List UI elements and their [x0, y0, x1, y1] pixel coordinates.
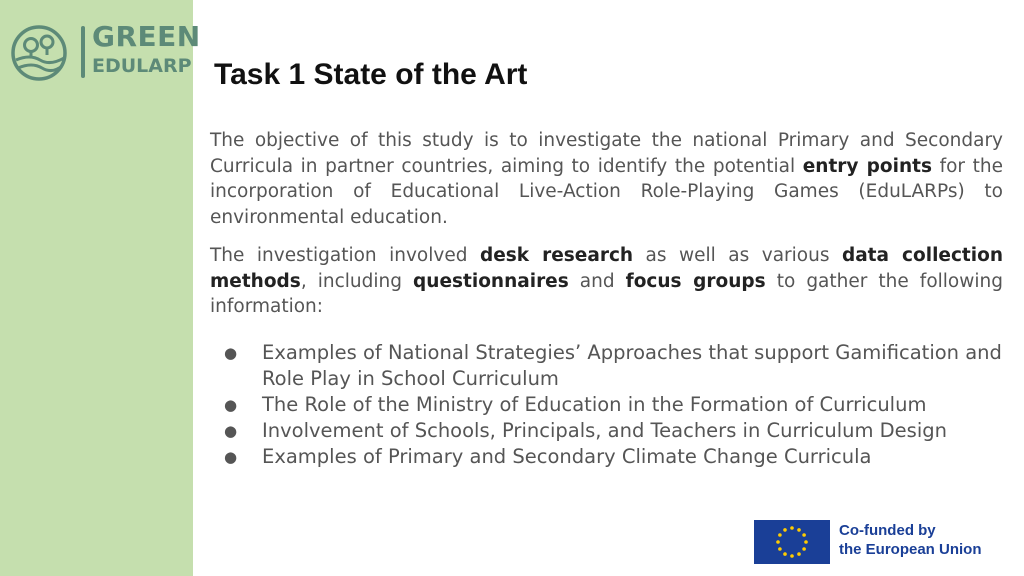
investigation-text-5: to gather the following information:: [210, 270, 1003, 317]
objective-paragraph: [210, 128, 1003, 230]
logo-emblem-icon: [10, 24, 68, 82]
bullet-icon: ●: [224, 447, 238, 466]
bullet-icon: ●: [224, 395, 238, 414]
logo-text-edularp: EDULARP: [92, 55, 192, 77]
questionnaires-emphasis: questionnaires: [413, 270, 569, 292]
eu-flag-icon: [754, 520, 830, 564]
green-edularp-logo: [10, 20, 201, 84]
sidebar-panel: [0, 0, 201, 576]
list-item-text: Examples of National Strategies’ Approaches that support Gamification and Role Play in School Curriculum: [262, 340, 1002, 390]
bullet-icon: ●: [224, 343, 238, 362]
list-item: [210, 340, 1003, 392]
entry-points-emphasis: entry points: [802, 155, 932, 177]
investigation-text-2: as well as various: [633, 245, 842, 266]
data-collection-emphasis: data collection methods: [210, 245, 1003, 292]
list-item-text: Involvement of Schools, Principals, and Teachers in Curriculum Design: [262, 418, 947, 442]
information-list: [210, 340, 1003, 470]
investigation-text-4: and: [568, 270, 626, 292]
list-item-text: The Role of the Ministry of Education in the Formation of Curriculum: [262, 392, 927, 416]
eu-cofunded-badge: [754, 518, 1004, 564]
eu-text-line2: the European Union: [839, 541, 982, 558]
logo-divider: [81, 26, 85, 78]
slide-body: [210, 128, 1003, 470]
investigation-text-3: , including: [300, 270, 414, 292]
slide-title: Task 1 State of the Art: [214, 58, 528, 91]
list-item: [210, 418, 1003, 444]
bullet-icon: ●: [224, 421, 238, 440]
list-item: [210, 392, 1003, 418]
list-item-text: Examples of Primary and Secondary Climate Change Curricula: [262, 444, 872, 468]
investigation-text: The investigation involved: [210, 245, 480, 266]
objective-text-cont: for the incorporation of Educational Live-Action Role-Playing Games (EduLARPs) to environmental education.: [210, 155, 1003, 228]
eu-text-line1: Co-funded by: [839, 522, 936, 539]
investigation-paragraph: [210, 243, 1003, 320]
objective-text: The objective of this study is to investigate the national Primary and Secondary Curricula in partner countries, aiming to identify the potential: [210, 130, 1003, 177]
eu-cofunded-text: [839, 521, 982, 559]
focus-groups-emphasis: focus groups: [625, 270, 766, 292]
logo-text-green: GREEN: [92, 20, 201, 53]
desk-research-emphasis: desk research: [479, 245, 634, 266]
list-item: [210, 444, 1003, 470]
